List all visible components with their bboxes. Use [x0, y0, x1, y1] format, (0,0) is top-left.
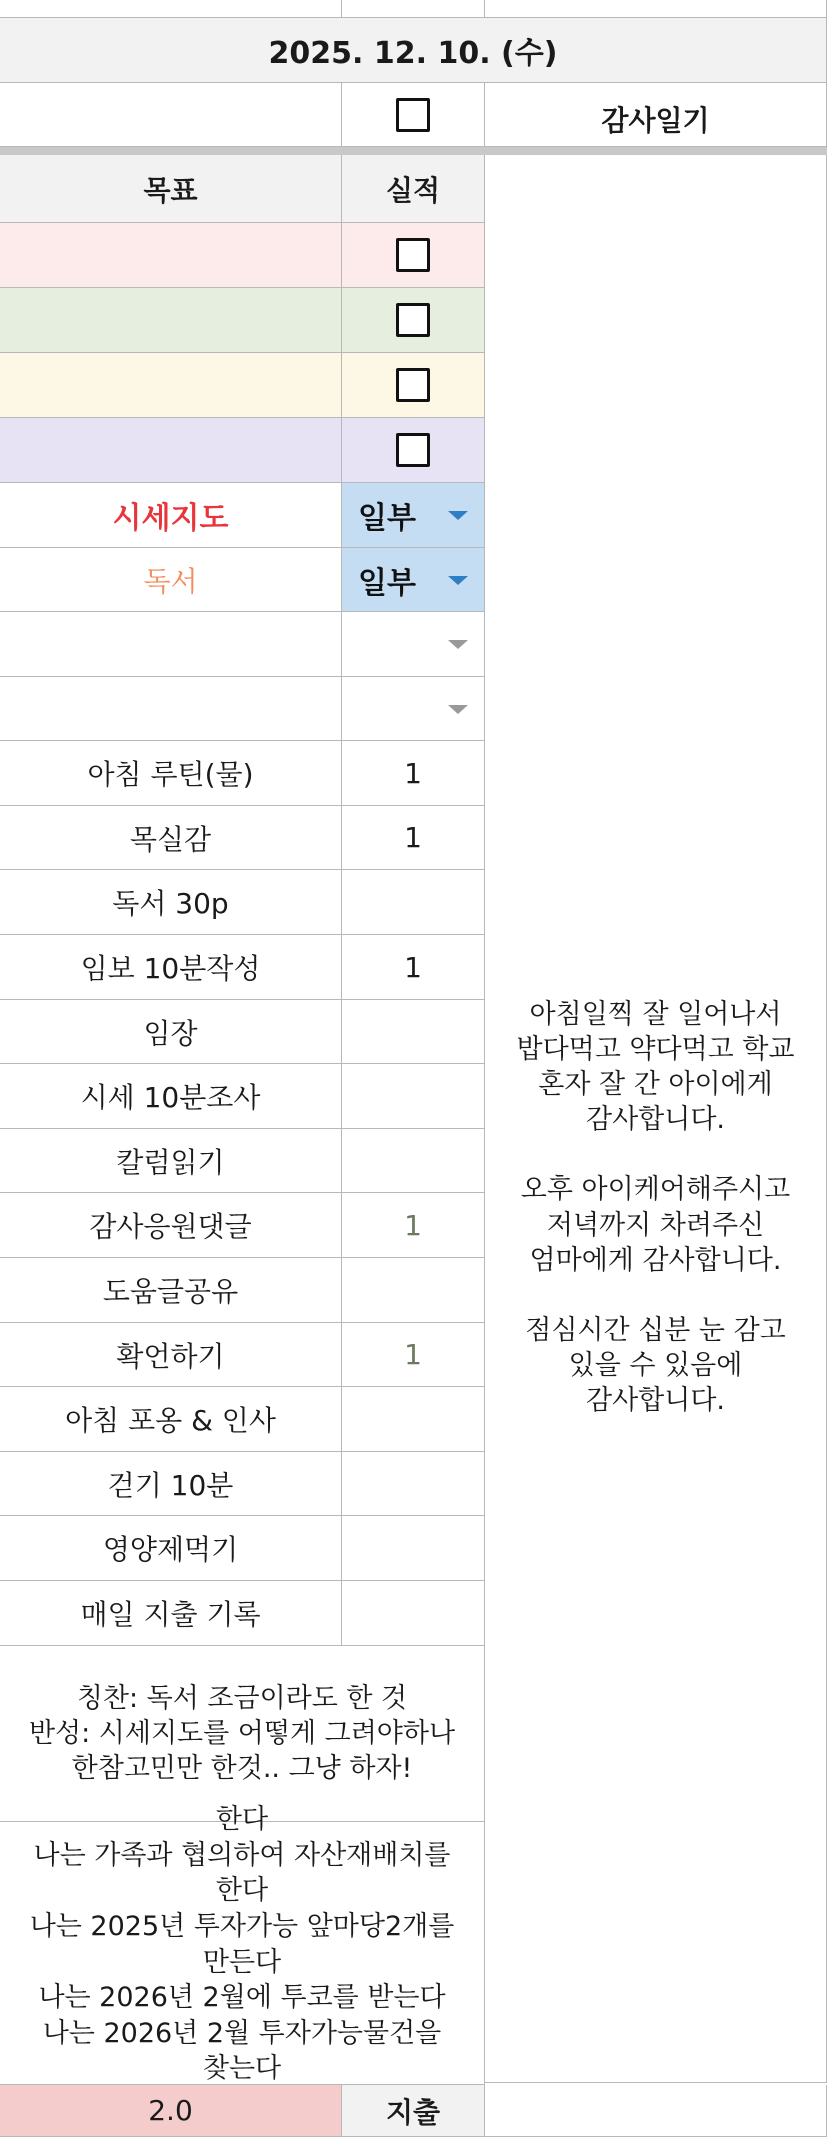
goal-cell-yellow[interactable]	[0, 353, 342, 418]
routine-goal[interactable]: 확언하기	[0, 1323, 342, 1387]
dropdown-value: 일부	[358, 565, 416, 601]
goal-cell-pink[interactable]	[0, 223, 342, 288]
date-header[interactable]: 2025. 12. 10. (수)	[0, 18, 827, 83]
routine-goal[interactable]: 걷기 10분	[0, 1452, 342, 1516]
routine-result[interactable]	[342, 1516, 485, 1581]
routine-goal[interactable]: 칼럼읽기	[0, 1129, 342, 1193]
routine-result[interactable]	[342, 1258, 485, 1323]
routine-goal[interactable]: 아침 루틴(물)	[0, 741, 342, 806]
result-column-header[interactable]: 실적	[342, 155, 485, 223]
chevron-down-icon[interactable]	[448, 705, 468, 714]
checkbox-icon[interactable]	[396, 98, 430, 132]
status-dropdown[interactable]	[342, 483, 485, 548]
goal-cell-green[interactable]	[0, 288, 342, 353]
result-checkbox-cell[interactable]	[342, 223, 485, 288]
routine-result[interactable]: 1	[342, 1193, 485, 1258]
routine-result[interactable]	[342, 1064, 485, 1129]
blank-cell[interactable]	[485, 2085, 827, 2137]
top-sliver-cell[interactable]	[485, 0, 827, 18]
routine-result[interactable]: 1	[342, 741, 485, 806]
gratitude-title[interactable]: 감사일기	[485, 83, 827, 147]
total-score[interactable]: 2.0	[0, 2085, 342, 2137]
top-sliver-cell[interactable]	[0, 0, 342, 18]
goal-cell-purple[interactable]	[0, 418, 342, 483]
affirmation-cell[interactable]	[0, 1804, 485, 2085]
result-checkbox-cell[interactable]	[342, 288, 485, 353]
routine-goal[interactable]: 도움글공유	[0, 1258, 342, 1323]
blank-cell[interactable]	[0, 83, 342, 147]
routine-goal[interactable]: 임장	[0, 1000, 342, 1064]
status-dropdown[interactable]	[342, 612, 485, 677]
routine-goal[interactable]: 시세 10분조사	[0, 1064, 342, 1129]
routine-result[interactable]	[342, 1000, 485, 1064]
dropdown-value: 일부	[358, 501, 416, 536]
expense-label[interactable]: 지출	[342, 2085, 485, 2137]
goal-column-header[interactable]: 목표	[0, 155, 342, 223]
routine-goal[interactable]: 아침 포옹 & 인사	[0, 1387, 342, 1452]
routine-result[interactable]: 1	[342, 935, 485, 1000]
goal-cell-map[interactable]: 시세지도	[0, 483, 342, 548]
routine-result[interactable]	[342, 870, 485, 935]
result-checkbox-cell[interactable]	[342, 353, 485, 418]
routine-goal[interactable]: 임보 10분작성	[0, 935, 342, 1000]
chevron-down-icon[interactable]	[448, 576, 468, 585]
status-dropdown[interactable]	[342, 548, 485, 612]
affirmation-text: 한다 나는 가족과 협의하여 자산재배치를 한다 나는 2025년 투자가능 앞마당2개를 만든다 나는 2026년 2월에 투코를 받는다 나는 2026년 2월 투자가능물건을 찾는다	[29, 1804, 455, 2085]
routine-goal[interactable]: 영양제먹기	[0, 1516, 342, 1581]
top-sliver-cell[interactable]	[342, 0, 485, 18]
status-dropdown[interactable]	[342, 677, 485, 741]
routine-goal[interactable]: 독서 30p	[0, 870, 342, 935]
master-checkbox-cell[interactable]	[342, 83, 485, 147]
checkbox-icon[interactable]	[396, 238, 430, 272]
goal-cell-empty[interactable]	[0, 677, 342, 741]
checkbox-icon[interactable]	[396, 368, 430, 402]
routine-result[interactable]	[342, 1452, 485, 1516]
checkbox-icon[interactable]	[396, 433, 430, 467]
goal-cell-empty[interactable]	[0, 612, 342, 677]
chevron-down-icon[interactable]	[448, 640, 468, 649]
result-checkbox-cell[interactable]	[342, 418, 485, 483]
routine-result[interactable]: 1	[342, 1323, 485, 1387]
routine-goal[interactable]: 매일 지출 기록	[0, 1581, 342, 1646]
routine-goal[interactable]: 목실감	[0, 806, 342, 870]
gratitude-journal-text[interactable]: 아침일찍 잘 일어나서 밥다먹고 약다먹고 학교 혼자 잘 간 아이에게 감사합니다. 오후 아이케어해주시고 저녁까지 차려주신 엄마에게 감사합니다. 점심시간 십분 눈 감고 있을 수 있음에 감사합니다.	[485, 155, 827, 2083]
chevron-down-icon[interactable]	[448, 511, 468, 520]
checkbox-icon[interactable]	[396, 303, 430, 337]
section-divider	[0, 147, 827, 155]
routine-result[interactable]: 1	[342, 806, 485, 870]
routine-result[interactable]	[342, 1129, 485, 1193]
goal-cell-reading[interactable]: 독서	[0, 548, 342, 612]
reflection-text[interactable]: 칭찬: 독서 조금이라도 한 것 반성: 시세지도를 어떻게 그려야하나 한참고민만 한것.. 그냥 하자!	[0, 1646, 485, 1822]
routine-result[interactable]	[342, 1581, 485, 1646]
routine-goal[interactable]: 감사응원댓글	[0, 1193, 342, 1258]
routine-result[interactable]	[342, 1387, 485, 1452]
